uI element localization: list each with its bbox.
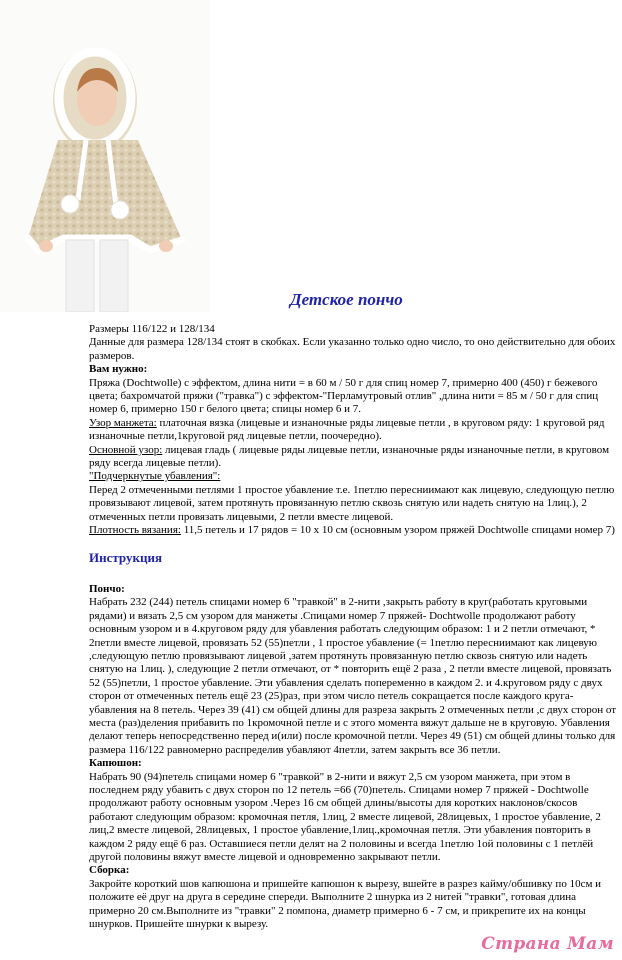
pattern-text xyxy=(89,323,617,931)
hood-text: Набрать 90 (94)петель спицами номер 6 "травкой" в 2-нити и вяжут 2,5 см узором манжета, при этом в последнем ряду убавить с двух сторон по 12 петель =66 (70)петель. Спицами номер 7 пряжей - Dochtwolle продолжают работу основным узором .Через 16 см общей длины/высоты для коротких наклонов/скосов работают следующим образом: кромочная петля, 1лиц, 2 вместе лицевой, 28лицевых, 1 простое убавление, 2 лиц,2 вместе лицевой, 28лицевых, 1 простое убавление,1лиц.,кромочная петля. Эти убавления повторить в каждом 2 ряду ещё 6 раз. Оставшиеся петли делят на 2 половины и всегда 1петлю 1ой половины с 1 петлёй другой половины вяжут вместе лицевой и одновременно закрывают петли. xyxy=(89,770,601,864)
child-in-poncho-illustration xyxy=(0,0,210,312)
main-pattern-label: Основной узор: xyxy=(89,443,163,456)
hood-heading: Капюшон: xyxy=(89,757,142,770)
sizes-line: Размеры 116/122 и 128/134 xyxy=(89,323,215,335)
poncho-text: Набрать 232 (244) петель спицами номер 6 "травкой" в 2-нити ,закрыть работу в круг(работать круговыми рядами) и вязать 2,5 см узором для манжеты .Спицами номер 7 пряжей- Dochtwolle продолжают работу основным узором и в 4.круговом ряду для убавления работать следующим образом: 1 и 2 петли отмечают, * 2петли вместе лицевой, провязать 52 (55)петли , 1 простое убавление (= 1петлю пересниимают как лицевую ,следующую петлю провязывают лицевой ,затем протянуть провязанную петлю сквозь снятую или надеть снятую на 1лиц. ), следующие 2 петли отмечают, от * повторить ещё 2 раза , 2 петли вместе лицевой, провязать 52 (55)петли, 1 простое убавление. Эти убавления сделать попеременно в каждом 2. и 4.круговом ряду с двух сторон от отмеченных петель ещё 23 (25)раз, при этом число петель сокращается после каждого круга-убавления на 8 петель. Через 39 (41) см общей длины для разреза закрыть 2 отмеченных петли ,с двух сторон от места (раз)деления прибавить по 1кромочной петле и с этого момента вяжут дальше не в круговую. Убавления делают теперь непосредственно перед и(или) после кромочной петли. Через 49 (51) см общей длины только для размера 116/122 равномерно распределив убавляют 4петли, затем закрыть все 36 петли. xyxy=(89,596,617,756)
decrease-text: Перед 2 отмеченными петлями 1 простое убавление т.е. 1петлю пересниимают как лицевую, следующую петлю провязывают лицевой, затем протянуть провязанную петлю сквозь снятую или надеть снятую на 1лиц.), 2 отмеченных петли провязать лицевыми, 2 петли вместе лицевой. xyxy=(89,483,615,523)
yarn-description: Пряжа (Dochtwolle) с эффектом, длина нити = в 60 м / 50 г для спиц номер 7, примерно 400 (450) г бежевого цвета; бахромчатой пряжи ("травка") с эффектом-"Перламутровый отлив" ,длина нити = 85 м / 50 г для спиц номер 6, примерно 150 г белого цвета; спицы номер 6 и 7. xyxy=(89,376,599,416)
main-pattern xyxy=(89,444,617,471)
instructions-heading: Инструкция xyxy=(89,549,162,565)
cuff-pattern xyxy=(89,417,617,444)
site-watermark: Страна Мам xyxy=(481,934,614,954)
decrease-label: "Подчеркнутые убавления": xyxy=(89,470,221,483)
product-photo xyxy=(0,0,210,312)
density-text: 11,5 петель и 17 рядов = 10 х 10 см (основным узором пряжей Dochtwolle спицами номер 7) xyxy=(180,524,615,537)
poncho-heading: Пончо: xyxy=(89,582,125,595)
cuff-pattern-label: Узор манжета: xyxy=(89,416,157,429)
density xyxy=(89,524,617,537)
page-title: Детское пончо xyxy=(290,290,403,309)
sizes-note: Данные для размера 128/134 стоят в скобках. Если указанно только одно число, то оно действительно для обоих размеров. xyxy=(89,336,616,362)
assembly-heading: Сборка: xyxy=(89,864,130,877)
density-label: Плотность вязания: xyxy=(89,524,181,537)
cuff-pattern-text: платочная вязка (лицевые и изнаночные ряды лицевые петли , в круговом ряду: 1 круговой ряд изнаночные петли,1круговой ряд лицевые петли, поочередно). xyxy=(89,416,605,443)
assembly-text: Закройте короткий шов капюшона и пришейте капюшон к вырезу, вшейте в разрез кайму/обшивку по 10см и положите её друг на друга в середине спереди. Выполните 2 шнурка из 2 нитей "травки", готовая длина примерно 20 см.Выполните из "травки" 2 помпона, диаметр примерно 6 - 7 см, и прикрепите их на концы шнурков. Пришейте шнурки к вырезу. xyxy=(89,877,602,931)
main-pattern-text: лицевая гладь ( лицевые ряды лицевые петли, изнаночные ряды изнаночные петли, в круговом ряду всегда лицевые петли). xyxy=(89,443,610,470)
needs-heading: Вам нужно: xyxy=(89,363,148,376)
